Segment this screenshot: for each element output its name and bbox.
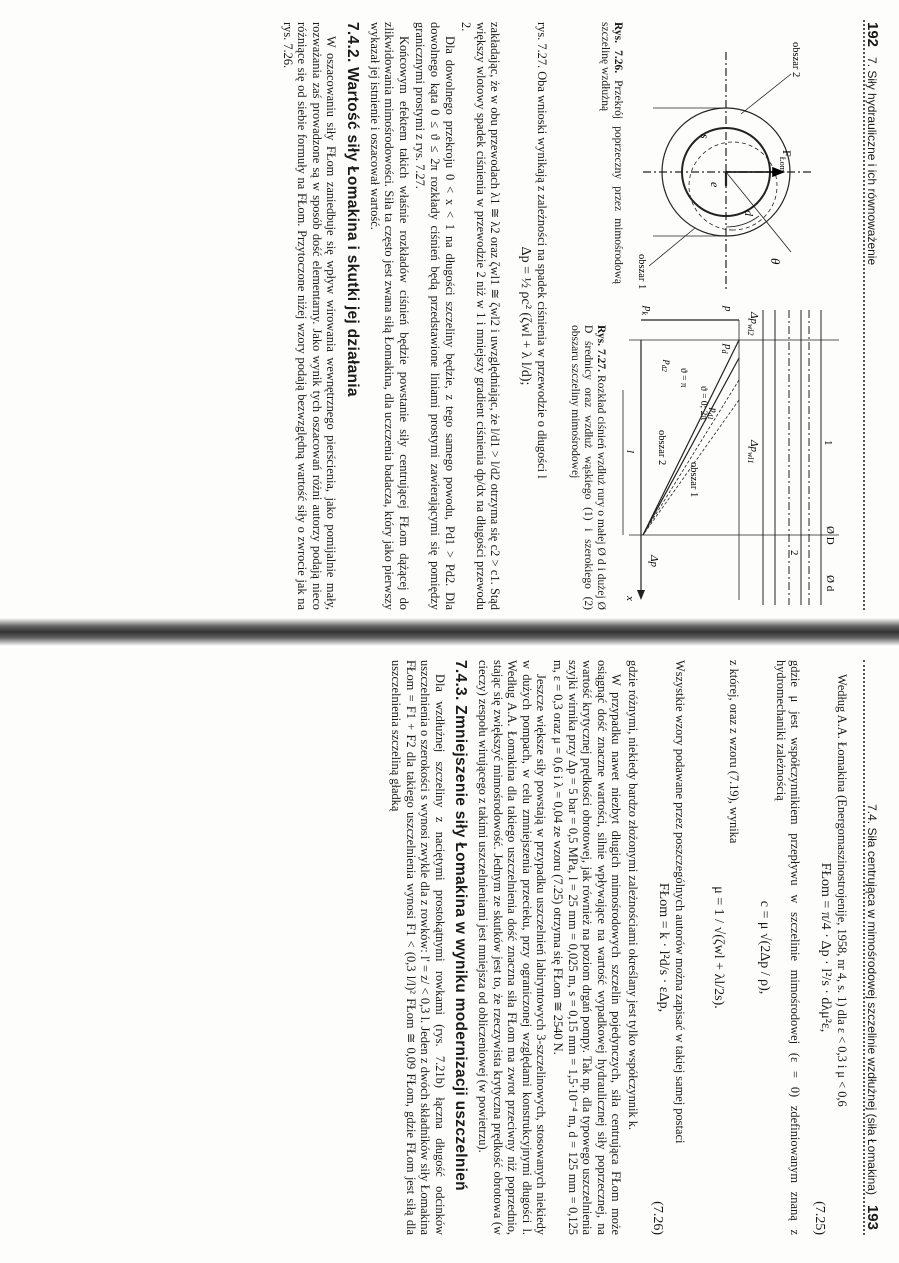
area-1-label: obszar 1 (636, 254, 647, 290)
equation-dp: Δp = ½ ρc² (ζwl + λ l/d); (518, 246, 534, 386)
left-paragraph-2: zakładając, że w obu przewodach λ1 ≅ λ2 oraz ζwl1 ≅ ζwl2 i uwzględniając, że l/d1 > l/d2 otrzyma się c2 > c1. Stąd większy wlotowy spadek ciśnienia w przewodzie 2 niż w 1 i mniejszy gradient ciśnienia dp/dx na długości przewodu 2. (459, 22, 503, 610)
right-paragraph-8: Dla wzdłużnej szczeliny z naciętymi prostokątnymi rowkami (rys. 7.21b) łączna długość odcinków uszczelnienia o szerokości s wynosi zwykle dla z rowków: l' = z/ < 0,3 l. Jeden z dwóch składników siły Łomakina FŁom = F1 + F2 dla takiego uszczelnienia wynosi F1 < (0,3 l/l)² FŁom ≅ 0,09 FŁom, gdzie FŁom jest siłą dla uszczelnienia szczeliną gładką (389, 660, 447, 1235)
eccentricity-label: e (708, 182, 722, 188)
dp-wl2-label: $\Delta p_{wl2}$ (746, 312, 760, 336)
equation-c: c = μ √(2Δp / ρ), (757, 900, 773, 995)
left-body (278, 22, 549, 610)
equation-mu: μ = 1 / √(ζwl + λl/2s). (710, 886, 726, 1009)
diameter-D-label: Ø D (824, 526, 836, 545)
equation-725-number: (7.25) (812, 1201, 828, 1235)
figure-7-27 (616, 300, 851, 612)
right-page-number: 193 (864, 1204, 881, 1230)
diameter-d-label: Ø d (824, 575, 836, 592)
left-paragraph-4: Końcowym efektem takich właśnie rozkładów ciśnień będzie powstanie siły centrującej FŁom dążącej do zlikwidowania mimośrodowości. Siła ta często jest zwana siłą Łomakina, dla uczczenia badacza, który jako pierwszy wykazał jej istnienie i oszacował wartość. (367, 22, 411, 610)
caption-7-26 (598, 22, 624, 284)
right-paragraph-6: W przypadku nawet niezbyt długich mimośrodowych szczelin pojedynczych, siła centrująca FŁom może osiągnąć dość znaczne wartości, silnie wpływające na wartość wypadkowej hydraulicznej siły poprzecznej, na wartość krytycznej prędkości obrotowej, jak również na poziom drgań pompy. Tak np. dla typowego uszczelnienia szyjki wirnika przy Δp = 5 bar = 0,5 MPa, l = 25 mm = 0,025 m, s = 0,15 mm = 1,5·10⁻⁴ m, d = 125 mm = 0,125 m, ε = 0,3 oraz μ = 0,6 i λ = 0,04 ze wzoru (7.25) otrzyma się FŁom ≅ 2540 N. (551, 660, 624, 1235)
caption-7-27 (568, 325, 607, 610)
theta-pi-label: ϑ = π (678, 368, 688, 388)
section-heading-743: 7.4.3. Zmniejszenie siły Łomakina w wyniku modernizacji uszczelnień (452, 660, 470, 1191)
theta-ray (726, 172, 791, 252)
pk-label: $p_k$ (640, 306, 654, 316)
area-2-label-727: obszar 2 (656, 430, 667, 466)
right-paragraph-1: Według A.A. Łomakina (Energomaszinostrojenije, 1958, nr 4, s. 1) dla ε < 0,3 i μ < 0,6 (835, 674, 849, 1107)
left-running-header: 7. Siły hydrauliczne i ich równoważenie (865, 57, 879, 266)
length-label: l (624, 450, 636, 454)
right-header (864, 660, 881, 1230)
gap-label: s (698, 134, 712, 139)
dp-label: Δp (648, 555, 660, 567)
left-page (0, 0, 899, 631)
left-page-number: 192 (864, 22, 881, 48)
right-paragraph-5: gdzie różnymi, niekiedy bardzo złożonymi zależnościami określany jest tylko współczynnik k. (626, 660, 641, 1131)
figure-7-26 (631, 22, 851, 322)
caption-7-27-number: Rys. 7.27. (595, 325, 607, 372)
pipe-2-label: 2 (788, 550, 800, 556)
force-label: $F_{Łom}$ (778, 150, 794, 172)
diameter-label: d (742, 210, 756, 216)
caption-7-27-text: Rozkład ciśnień wzdłuż rury o małej Ø d i dużej Ø D średnicy oraz wzdłuż wąskiego (1) i szerokiego (2) obszaru szczeliny mimośrodowej (569, 325, 607, 610)
eccentric-circle (689, 142, 777, 230)
pressure-label: p (722, 306, 734, 312)
right-running-header: 7.4. Siła centrująca w mimośrodowej szczelinie wzdłużnej (siła Łomakina) (865, 804, 879, 1195)
equation-725: FŁom = π/4 · Δp · l²/s · dλμ²ε, (7.25) (812, 862, 834, 1235)
equation-726-number: (7.26) (650, 1201, 666, 1235)
caption-7-26-number: Rys. 7.26. (612, 22, 624, 74)
section-heading-742: 7.4.2. Wartość siły Łomakina i skutki jej działania (344, 22, 362, 397)
right-body (387, 660, 849, 1235)
area-1-label-727: obszar 1 (688, 462, 699, 498)
pd1-label: $p_{d1}$ (706, 408, 718, 420)
axis-x-label: x (624, 596, 636, 601)
pipe-1-label: 1 (822, 440, 834, 446)
right-page (0, 632, 899, 1263)
theta-zero-label: ϑ = 0; 2π (698, 386, 708, 421)
caption-7-26-text: Przekrój poprzeczny przez mimośrodową szczelinę wzdłużną (599, 22, 624, 284)
right-paragraph-4: Wszystkie wzory podawane przez poszczególnych autorów można zapisać w takiej samej postaci (672, 660, 687, 1144)
left-paragraph-3: Dla dowolnego przekroju 0 < x < 1 na długości szczeliny będzie, z tego samego powodu, Pd1 > Pd2. Dla dowolnego kąta 0 ≤ ϑ ≤ 2π rozkłady ciśnień będą przedstawione liniami prostymi zawierającymi się pomiędzy granicznymi prostymi z rys. 7.27. (413, 22, 457, 610)
left-header (864, 22, 881, 265)
header-rule (863, 20, 865, 610)
right-paragraph-2: gdzie μ jest współczynnikiem przepływu w szczelinie mimośrodowej (ε = 0) zdefiniowanym znaną z hydromechaniki zależnością (773, 660, 803, 1235)
theta-label: θ (768, 258, 783, 265)
left-paragraph-5: W oszacowaniu siły FŁom zaniedbuje się wpływ wirowania wewnętrznego pierścienia, jako pomijalnie mały, rozważania zaś prowadzone są w sposób dość elementarny. Jako wynik tych oszacowań różni autorzy podają nieco różniące się od siebie formuły na FŁom. Przytoczone niżej wzory podają bezwzględną wartość siły o zwrocie jak na rys. 7.26. (280, 22, 339, 610)
equation-726: FŁom = k · l²d/s · εΔp, (7.26) (650, 882, 672, 1235)
pd-label: $p_d$ (720, 344, 734, 354)
header-rule-right (863, 660, 865, 1235)
pd2-label: $p_{d2}$ (660, 360, 672, 372)
right-paragraph-3: z której, oraz z wzoru (7.19), wynika (727, 660, 742, 844)
area-2-label: obszar 2 (790, 42, 801, 78)
dp-wl1-label: $\Delta p_{wl1}$ (746, 440, 760, 464)
left-paragraph-1: rys. 7.27. Oba wnioski wynikają z zależności na spadek ciśnienia w przewodzie o długości l (535, 22, 549, 479)
right-paragraph-7: Jeszcze większe siły powstają w przypadku uszczelnień labiryntowych 3-szczelinowych, stosowanych niekiedy w dużych pompach, w celu zmniejszenia przecieku, przy ograniczonej względami konstrukcyjnymi długości l. Według A.A. Łomakina dla takiego uszczelnienia dość znaczna siła FŁom ma zwrot przeciwny niż poprzednio, stając się zwiększyć mimośrodowość. Jednym ze skutków jest to, że rzeczywista krytyczna prędkość obrotowa (w cieczy) zespołu wirującego z takimi uszczelnieniami jest mniejsza od obliczeniowej (w powietrzu). (476, 660, 549, 1235)
